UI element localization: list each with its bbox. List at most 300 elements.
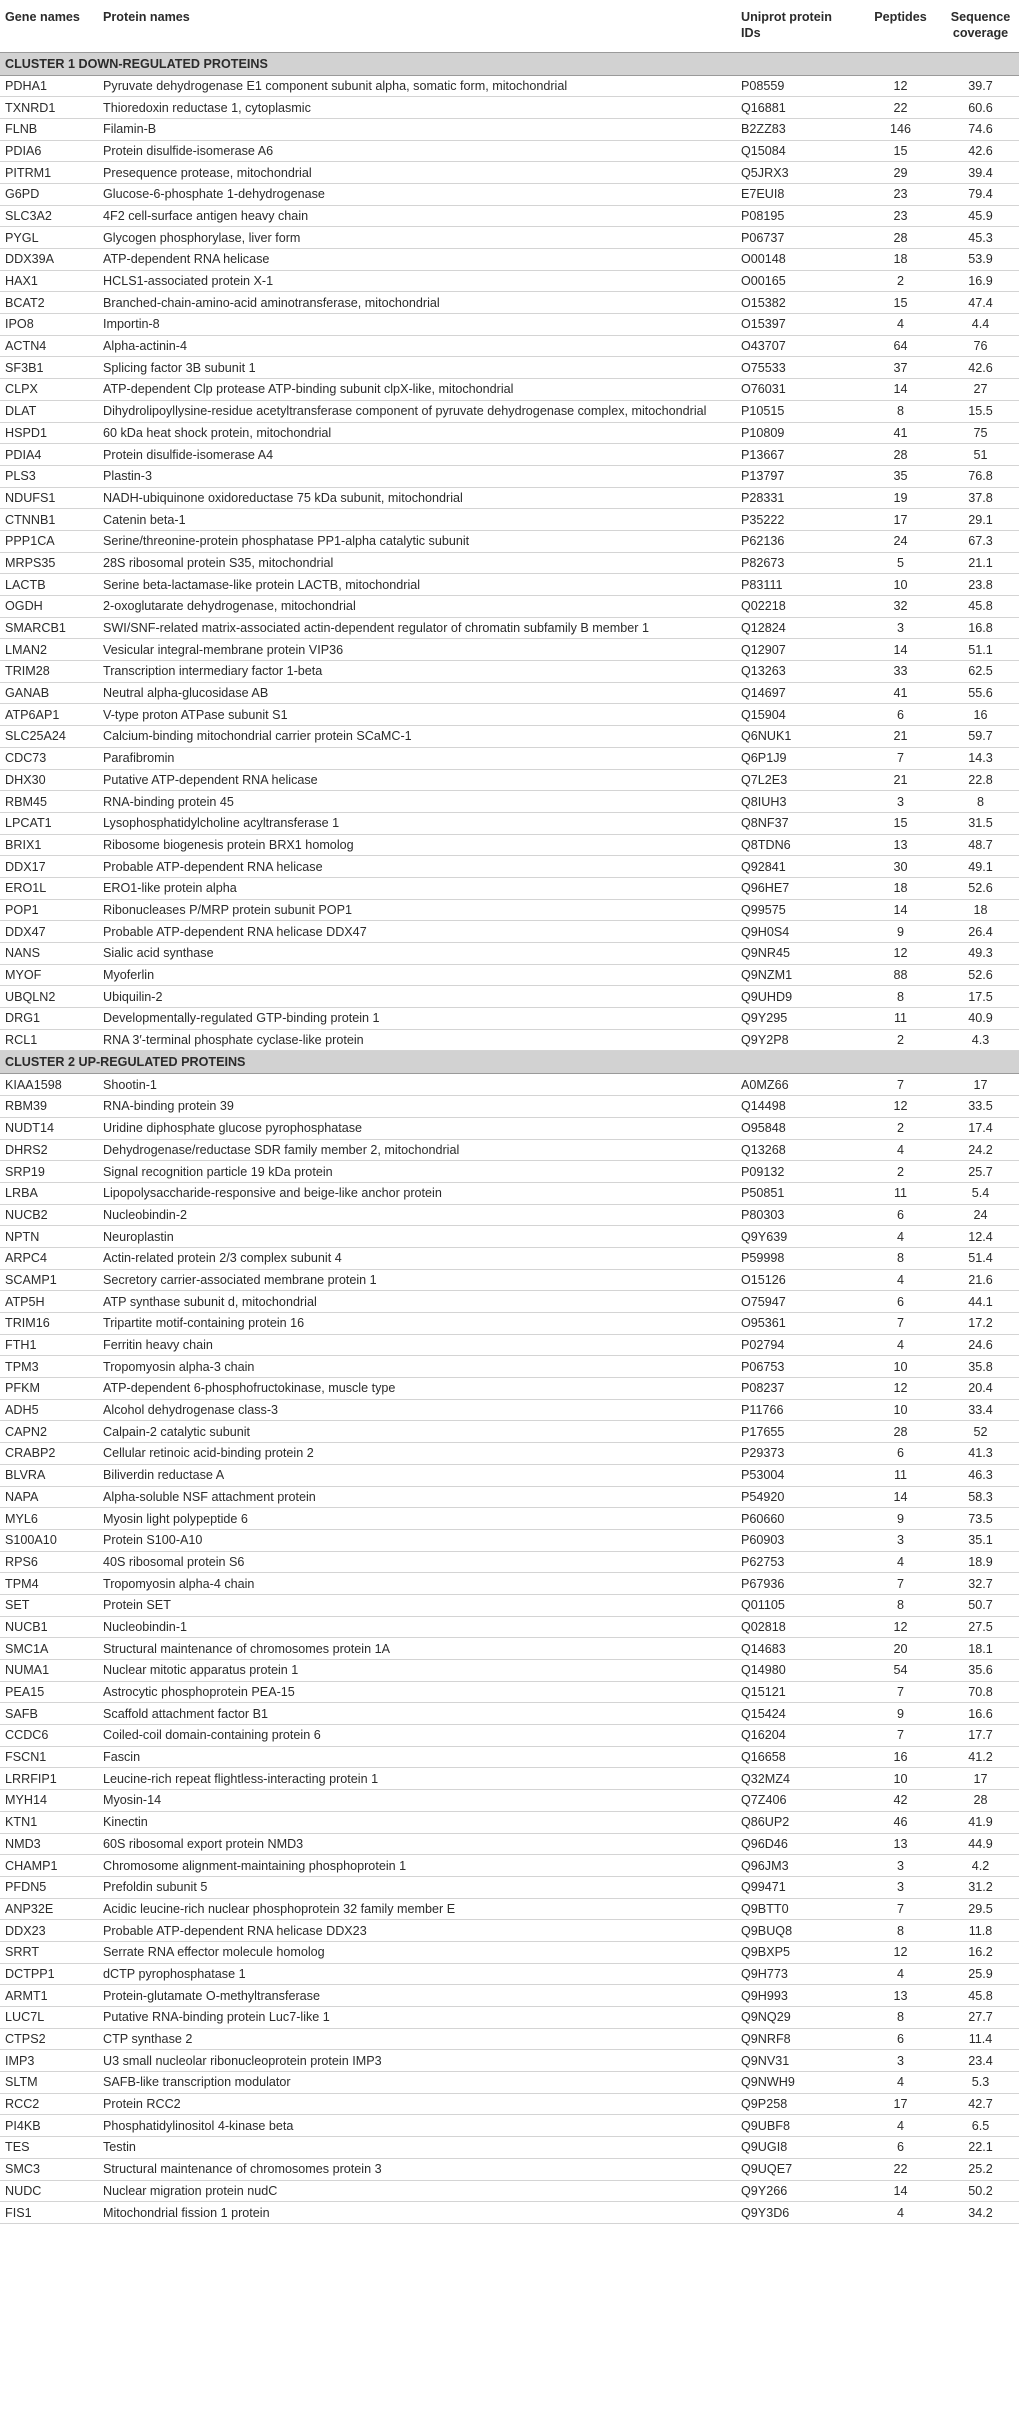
peptides-cell: 15	[859, 292, 941, 314]
coverage-cell: 8	[941, 791, 1019, 813]
header-gene-names: Gene names	[0, 0, 98, 52]
table-row	[0, 1790, 1019, 1812]
protein-name-cell: Vesicular integral-membrane protein VIP36	[98, 639, 736, 661]
coverage-cell: 11.8	[941, 1920, 1019, 1942]
coverage-cell: 16	[941, 704, 1019, 726]
protein-name-cell: Lipopolysaccharide-responsive and beige-like anchor protein	[98, 1182, 736, 1204]
protein-name-cell: 60 kDa heat shock protein, mitochondrial	[98, 422, 736, 444]
coverage-cell: 67.3	[941, 530, 1019, 552]
protein-name-cell: Uridine diphosphate glucose pyrophosphatase	[98, 1117, 736, 1139]
peptides-cell: 6	[859, 1291, 941, 1313]
coverage-cell: 16.2	[941, 1941, 1019, 1963]
coverage-cell: 29.5	[941, 1898, 1019, 1920]
uniprot-id-cell: Q86UP2	[736, 1811, 859, 1833]
protein-name-cell: Alpha-soluble NSF attachment protein	[98, 1486, 736, 1508]
gene-name-cell: PFDN5	[0, 1876, 98, 1898]
header-peptides: Peptides	[859, 0, 941, 52]
peptides-cell: 4	[859, 2115, 941, 2137]
gene-name-cell: UBQLN2	[0, 986, 98, 1008]
uniprot-id-cell: P35222	[736, 509, 859, 531]
peptides-cell: 14	[859, 2180, 941, 2202]
peptides-cell: 3	[859, 1855, 941, 1877]
protein-name-cell: Coiled-coil domain-containing protein 6	[98, 1725, 736, 1747]
table-row	[0, 2072, 1019, 2094]
table-row	[0, 1334, 1019, 1356]
peptides-cell: 22	[859, 2158, 941, 2180]
protein-name-cell: Myosin-14	[98, 1790, 736, 1812]
gene-name-cell: NMD3	[0, 1833, 98, 1855]
protein-name-cell: 28S ribosomal protein S35, mitochondrial	[98, 552, 736, 574]
table-row	[0, 1660, 1019, 1682]
protein-name-cell: Ferritin heavy chain	[98, 1334, 736, 1356]
gene-name-cell: OGDH	[0, 596, 98, 618]
table-row	[0, 1029, 1019, 1051]
peptides-cell: 18	[859, 877, 941, 899]
protein-name-cell: Importin-8	[98, 314, 736, 336]
peptides-cell: 54	[859, 1660, 941, 1682]
table-row	[0, 1811, 1019, 1833]
peptides-cell: 6	[859, 2137, 941, 2159]
gene-name-cell: CTNNB1	[0, 509, 98, 531]
protein-name-cell: Nuclear migration protein nudC	[98, 2180, 736, 2202]
table-row	[0, 1074, 1019, 1096]
coverage-cell: 22.1	[941, 2137, 1019, 2159]
table-row	[0, 270, 1019, 292]
uniprot-id-cell: Q02218	[736, 596, 859, 618]
table-row	[0, 183, 1019, 205]
peptides-cell: 2	[859, 270, 941, 292]
uniprot-id-cell: P80303	[736, 1204, 859, 1226]
peptides-cell: 6	[859, 1443, 941, 1465]
peptides-cell: 3	[859, 2050, 941, 2072]
peptides-cell: 32	[859, 596, 941, 618]
gene-name-cell: ADH5	[0, 1399, 98, 1421]
gene-name-cell: NUCB1	[0, 1616, 98, 1638]
peptides-cell: 14	[859, 1486, 941, 1508]
coverage-cell: 70.8	[941, 1681, 1019, 1703]
table-row	[0, 2180, 1019, 2202]
table-row	[0, 661, 1019, 683]
uniprot-id-cell: Q14683	[736, 1638, 859, 1660]
protein-name-cell: Calpain-2 catalytic subunit	[98, 1421, 736, 1443]
gene-name-cell: SLTM	[0, 2072, 98, 2094]
table-row	[0, 943, 1019, 965]
coverage-cell: 51	[941, 444, 1019, 466]
gene-name-cell: S100A10	[0, 1529, 98, 1551]
uniprot-id-cell: A0MZ66	[736, 1074, 859, 1096]
table-row	[0, 1117, 1019, 1139]
gene-name-cell: G6PD	[0, 183, 98, 205]
protein-name-cell: ATP-dependent RNA helicase	[98, 249, 736, 271]
coverage-cell: 53.9	[941, 249, 1019, 271]
gene-name-cell: TXNRD1	[0, 97, 98, 119]
coverage-cell: 51.4	[941, 1247, 1019, 1269]
protein-name-cell: ATP-dependent 6-phosphofructokinase, muscle type	[98, 1378, 736, 1400]
protein-name-cell: Dehydrogenase/reductase SDR family member 2, mitochondrial	[98, 1139, 736, 1161]
table-row	[0, 1486, 1019, 1508]
protein-name-cell: CTP synthase 2	[98, 2028, 736, 2050]
uniprot-id-cell: P08237	[736, 1378, 859, 1400]
table-row	[0, 921, 1019, 943]
peptides-cell: 4	[859, 2202, 941, 2224]
gene-name-cell: SMARCB1	[0, 617, 98, 639]
uniprot-id-cell: Q14498	[736, 1096, 859, 1118]
peptides-cell: 7	[859, 1898, 941, 1920]
coverage-cell: 27.5	[941, 1616, 1019, 1638]
uniprot-id-cell: P08195	[736, 205, 859, 227]
coverage-cell: 44.9	[941, 1833, 1019, 1855]
protein-name-cell: Filamin-B	[98, 118, 736, 140]
table-row	[0, 552, 1019, 574]
protein-name-cell: Tropomyosin alpha-4 chain	[98, 1573, 736, 1595]
table-row	[0, 75, 1019, 97]
table-row	[0, 1464, 1019, 1486]
peptides-cell: 17	[859, 2093, 941, 2115]
coverage-cell: 5.3	[941, 2072, 1019, 2094]
uniprot-id-cell: Q32MZ4	[736, 1768, 859, 1790]
uniprot-id-cell: Q9NWH9	[736, 2072, 859, 2094]
coverage-cell: 76	[941, 335, 1019, 357]
coverage-cell: 21.1	[941, 552, 1019, 574]
uniprot-id-cell: P06737	[736, 227, 859, 249]
peptides-cell: 12	[859, 75, 941, 97]
uniprot-id-cell: P02794	[736, 1334, 859, 1356]
gene-name-cell: PEA15	[0, 1681, 98, 1703]
gene-name-cell: PLS3	[0, 465, 98, 487]
table-row	[0, 834, 1019, 856]
uniprot-id-cell: P60660	[736, 1508, 859, 1530]
gene-name-cell: DDX17	[0, 856, 98, 878]
table-row	[0, 1616, 1019, 1638]
table-row	[0, 856, 1019, 878]
coverage-cell: 37.8	[941, 487, 1019, 509]
peptides-cell: 23	[859, 205, 941, 227]
peptides-cell: 4	[859, 1551, 941, 1573]
table-row	[0, 1421, 1019, 1443]
uniprot-id-cell: Q15084	[736, 140, 859, 162]
table-row	[0, 2158, 1019, 2180]
coverage-cell: 48.7	[941, 834, 1019, 856]
coverage-cell: 51.1	[941, 639, 1019, 661]
coverage-cell: 39.7	[941, 75, 1019, 97]
coverage-cell: 76.8	[941, 465, 1019, 487]
table-row	[0, 2050, 1019, 2072]
coverage-cell: 59.7	[941, 726, 1019, 748]
coverage-cell: 42.6	[941, 140, 1019, 162]
gene-name-cell: ATP5H	[0, 1291, 98, 1313]
coverage-cell: 55.6	[941, 682, 1019, 704]
coverage-cell: 44.1	[941, 1291, 1019, 1313]
gene-name-cell: RCL1	[0, 1029, 98, 1051]
gene-name-cell: KTN1	[0, 1811, 98, 1833]
table-row	[0, 899, 1019, 921]
gene-name-cell: ERO1L	[0, 877, 98, 899]
uniprot-id-cell: P29373	[736, 1443, 859, 1465]
peptides-cell: 30	[859, 856, 941, 878]
coverage-cell: 4.4	[941, 314, 1019, 336]
protein-name-cell: Astrocytic phosphoprotein PEA-15	[98, 1681, 736, 1703]
peptides-cell: 16	[859, 1746, 941, 1768]
coverage-cell: 24	[941, 1204, 1019, 1226]
coverage-cell: 62.5	[941, 661, 1019, 683]
protein-name-cell: Nucleobindin-1	[98, 1616, 736, 1638]
uniprot-id-cell: Q9UHD9	[736, 986, 859, 1008]
uniprot-id-cell: Q96JM3	[736, 1855, 859, 1877]
peptides-cell: 35	[859, 465, 941, 487]
table-row	[0, 1963, 1019, 1985]
protein-name-cell: Actin-related protein 2/3 complex subunit 4	[98, 1247, 736, 1269]
peptides-cell: 9	[859, 921, 941, 943]
protein-name-cell: Protein S100-A10	[98, 1529, 736, 1551]
uniprot-id-cell: Q96HE7	[736, 877, 859, 899]
coverage-cell: 25.9	[941, 1963, 1019, 1985]
gene-name-cell: PPP1CA	[0, 530, 98, 552]
coverage-cell: 31.2	[941, 1876, 1019, 1898]
peptides-cell: 22	[859, 97, 941, 119]
uniprot-id-cell: Q9BXP5	[736, 1941, 859, 1963]
table-row	[0, 812, 1019, 834]
protein-name-cell: Biliverdin reductase A	[98, 1464, 736, 1486]
uniprot-id-cell: Q9UGI8	[736, 2137, 859, 2159]
coverage-cell: 33.5	[941, 1096, 1019, 1118]
protein-name-cell: Neutral alpha-glucosidase AB	[98, 682, 736, 704]
peptides-cell: 10	[859, 574, 941, 596]
gene-name-cell: TRIM28	[0, 661, 98, 683]
uniprot-id-cell: P09132	[736, 1161, 859, 1183]
coverage-cell: 6.5	[941, 2115, 1019, 2137]
table-row	[0, 292, 1019, 314]
protein-name-cell: Prefoldin subunit 5	[98, 1876, 736, 1898]
peptides-cell: 21	[859, 769, 941, 791]
cluster-header-row	[0, 1051, 1019, 1074]
protein-name-cell: 40S ribosomal protein S6	[98, 1551, 736, 1573]
gene-name-cell: SLC3A2	[0, 205, 98, 227]
uniprot-id-cell: P28331	[736, 487, 859, 509]
protein-name-cell: Glucose-6-phosphate 1-dehydrogenase	[98, 183, 736, 205]
uniprot-id-cell: Q15904	[736, 704, 859, 726]
peptides-cell: 41	[859, 682, 941, 704]
table-header-row	[0, 0, 1019, 52]
header-uniprot-ids: Uniprot protein IDs	[736, 0, 859, 52]
gene-name-cell: FLNB	[0, 118, 98, 140]
coverage-cell: 60.6	[941, 97, 1019, 119]
table-row	[0, 2028, 1019, 2050]
peptides-cell: 14	[859, 639, 941, 661]
protein-name-cell: Neuroplastin	[98, 1226, 736, 1248]
peptides-cell: 3	[859, 791, 941, 813]
coverage-cell: 52.6	[941, 964, 1019, 986]
protein-name-cell: Plastin-3	[98, 465, 736, 487]
uniprot-id-cell: Q13268	[736, 1139, 859, 1161]
coverage-cell: 17.2	[941, 1313, 1019, 1335]
protein-name-cell: Ribonucleases P/MRP protein subunit POP1	[98, 899, 736, 921]
coverage-cell: 42.6	[941, 357, 1019, 379]
gene-name-cell: ARMT1	[0, 1985, 98, 2007]
peptides-cell: 7	[859, 1573, 941, 1595]
peptides-cell: 12	[859, 1941, 941, 1963]
table-row	[0, 791, 1019, 813]
protein-name-cell: Protein RCC2	[98, 2093, 736, 2115]
gene-name-cell: DCTPP1	[0, 1963, 98, 1985]
peptides-cell: 8	[859, 1594, 941, 1616]
table-row	[0, 639, 1019, 661]
uniprot-id-cell: Q14980	[736, 1660, 859, 1682]
table-row	[0, 1833, 1019, 1855]
uniprot-id-cell: P59998	[736, 1247, 859, 1269]
table-row	[0, 530, 1019, 552]
peptides-cell: 2	[859, 1029, 941, 1051]
table-row	[0, 1920, 1019, 1942]
protein-name-cell: RNA 3′-terminal phosphate cyclase-like protein	[98, 1029, 736, 1051]
gene-name-cell: CAPN2	[0, 1421, 98, 1443]
coverage-cell: 16.6	[941, 1703, 1019, 1725]
coverage-cell: 41.3	[941, 1443, 1019, 1465]
coverage-cell: 75	[941, 422, 1019, 444]
gene-name-cell: RCC2	[0, 2093, 98, 2115]
protein-name-cell: Sialic acid synthase	[98, 943, 736, 965]
peptides-cell: 41	[859, 422, 941, 444]
peptides-cell: 9	[859, 1508, 941, 1530]
coverage-cell: 18	[941, 899, 1019, 921]
coverage-cell: 45.8	[941, 1985, 1019, 2007]
table-row	[0, 1008, 1019, 1030]
table-row	[0, 747, 1019, 769]
peptides-cell: 7	[859, 1681, 941, 1703]
coverage-cell: 32.7	[941, 1573, 1019, 1595]
coverage-cell: 29.1	[941, 509, 1019, 531]
gene-name-cell: NUDT14	[0, 1117, 98, 1139]
protein-name-cell: HCLS1-associated protein X-1	[98, 270, 736, 292]
table-row	[0, 379, 1019, 401]
coverage-cell: 18.1	[941, 1638, 1019, 1660]
gene-name-cell: SRRT	[0, 1941, 98, 1963]
uniprot-id-cell: Q16658	[736, 1746, 859, 1768]
protein-name-cell: RNA-binding protein 45	[98, 791, 736, 813]
table-row	[0, 1182, 1019, 1204]
peptides-cell: 13	[859, 1833, 941, 1855]
gene-name-cell: SMC1A	[0, 1638, 98, 1660]
coverage-cell: 27.7	[941, 2007, 1019, 2029]
protein-name-cell: Nucleobindin-2	[98, 1204, 736, 1226]
peptides-cell: 4	[859, 314, 941, 336]
peptides-cell: 33	[859, 661, 941, 683]
table-body	[0, 52, 1019, 2223]
peptides-cell: 11	[859, 1182, 941, 1204]
table-row	[0, 1399, 1019, 1421]
protein-name-cell: SWI/SNF-related matrix-associated actin-dependent regulator of chromatin subfamily B member 1	[98, 617, 736, 639]
uniprot-id-cell: Q9NZM1	[736, 964, 859, 986]
protein-name-cell: Putative RNA-binding protein Luc7-like 1	[98, 2007, 736, 2029]
gene-name-cell: BLVRA	[0, 1464, 98, 1486]
peptides-cell: 4	[859, 2072, 941, 2094]
protein-name-cell: Shootin-1	[98, 1074, 736, 1096]
uniprot-id-cell: Q9NRF8	[736, 2028, 859, 2050]
gene-name-cell: PDHA1	[0, 75, 98, 97]
protein-name-cell: Tropomyosin alpha-3 chain	[98, 1356, 736, 1378]
coverage-cell: 42.7	[941, 2093, 1019, 2115]
coverage-cell: 49.3	[941, 943, 1019, 965]
protein-name-cell: U3 small nucleolar ribonucleoprotein protein IMP3	[98, 2050, 736, 2072]
coverage-cell: 4.2	[941, 1855, 1019, 1877]
gene-name-cell: SF3B1	[0, 357, 98, 379]
table-row	[0, 1703, 1019, 1725]
gene-name-cell: SAFB	[0, 1703, 98, 1725]
table-row	[0, 1638, 1019, 1660]
uniprot-id-cell: O15126	[736, 1269, 859, 1291]
table-row	[0, 1898, 1019, 1920]
coverage-cell: 20.4	[941, 1378, 1019, 1400]
peptides-cell: 8	[859, 986, 941, 1008]
peptides-cell: 21	[859, 726, 941, 748]
protein-name-cell: Developmentally-regulated GTP-binding protein 1	[98, 1008, 736, 1030]
peptides-cell: 19	[859, 487, 941, 509]
gene-name-cell: HAX1	[0, 270, 98, 292]
protein-name-cell: Cellular retinoic acid-binding protein 2	[98, 1443, 736, 1465]
peptides-cell: 3	[859, 1529, 941, 1551]
coverage-cell: 24.2	[941, 1139, 1019, 1161]
protein-name-cell: Structural maintenance of chromosomes protein 1A	[98, 1638, 736, 1660]
protein-name-cell: Alpha-actinin-4	[98, 335, 736, 357]
cluster-header-row	[0, 52, 1019, 75]
table-row	[0, 2115, 1019, 2137]
peptides-cell: 46	[859, 1811, 941, 1833]
coverage-cell: 50.7	[941, 1594, 1019, 1616]
coverage-cell: 45.8	[941, 596, 1019, 618]
peptides-cell: 2	[859, 1117, 941, 1139]
uniprot-id-cell: Q12907	[736, 639, 859, 661]
table-row	[0, 877, 1019, 899]
uniprot-id-cell: Q9UQE7	[736, 2158, 859, 2180]
protein-name-cell: Thioredoxin reductase 1, cytoplasmic	[98, 97, 736, 119]
peptides-cell: 15	[859, 140, 941, 162]
table-row	[0, 422, 1019, 444]
coverage-cell: 45.9	[941, 205, 1019, 227]
header-sequence-coverage: Sequence coverage	[941, 0, 1019, 52]
uniprot-id-cell: P82673	[736, 552, 859, 574]
uniprot-id-cell: Q14697	[736, 682, 859, 704]
table-row	[0, 1876, 1019, 1898]
protein-name-cell: Glycogen phosphorylase, liver form	[98, 227, 736, 249]
table-row	[0, 2202, 1019, 2224]
coverage-cell: 5.4	[941, 1182, 1019, 1204]
coverage-cell: 41.9	[941, 1811, 1019, 1833]
coverage-cell: 52.6	[941, 877, 1019, 899]
peptides-cell: 11	[859, 1464, 941, 1486]
uniprot-id-cell: Q12824	[736, 617, 859, 639]
protein-name-cell: Leucine-rich repeat flightless-interacting protein 1	[98, 1768, 736, 1790]
uniprot-id-cell: Q6P1J9	[736, 747, 859, 769]
table-row	[0, 1573, 1019, 1595]
coverage-cell: 45.3	[941, 227, 1019, 249]
protein-name-cell: SAFB-like transcription modulator	[98, 2072, 736, 2094]
gene-name-cell: CLPX	[0, 379, 98, 401]
coverage-cell: 52	[941, 1421, 1019, 1443]
protein-name-cell: Serrate RNA effector molecule homolog	[98, 1941, 736, 1963]
uniprot-id-cell: Q16204	[736, 1725, 859, 1747]
uniprot-id-cell: O00165	[736, 270, 859, 292]
uniprot-id-cell: Q9NR45	[736, 943, 859, 965]
gene-name-cell: TES	[0, 2137, 98, 2159]
protein-name-cell: Putative ATP-dependent RNA helicase	[98, 769, 736, 791]
gene-name-cell: DDX47	[0, 921, 98, 943]
protein-name-cell: Ubiquilin-2	[98, 986, 736, 1008]
gene-name-cell: SRP19	[0, 1161, 98, 1183]
gene-name-cell: ARPC4	[0, 1247, 98, 1269]
gene-name-cell: FTH1	[0, 1334, 98, 1356]
uniprot-id-cell: O75947	[736, 1291, 859, 1313]
protein-name-cell: Fascin	[98, 1746, 736, 1768]
coverage-cell: 17	[941, 1074, 1019, 1096]
